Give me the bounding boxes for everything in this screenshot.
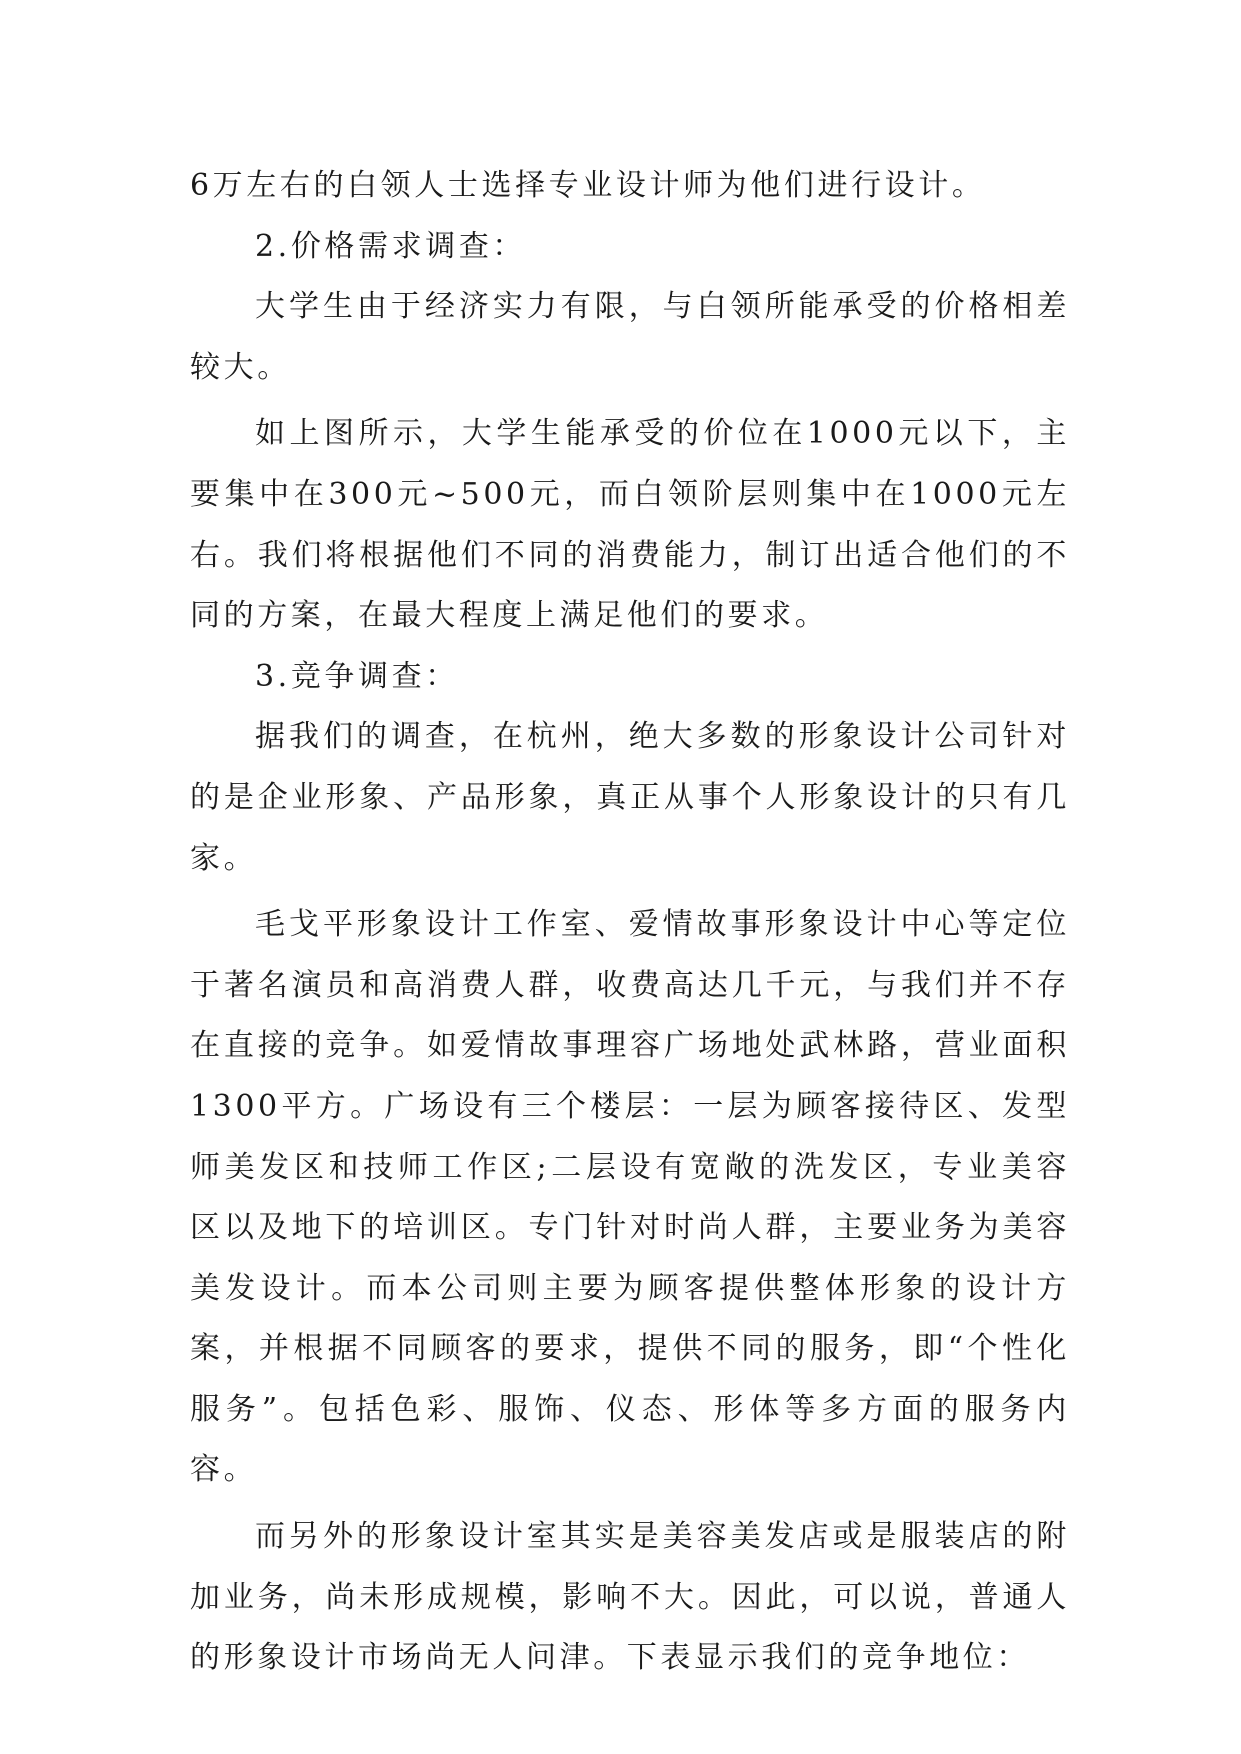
document-body	[190, 156, 1070, 1689]
paragraph-competitors-detail: 毛戈平形象设计工作室、爱情故事形象设计中心等定位于著名演员和高消费人群，收费高达几千元，与我们并不存在直接的竞争。如爱情故事理容广场地处武林路，营业面积1300平方。广场设有三个楼层：一层为顾客接待区、发型师美发区和技师工作区;二层设有宽敞的洗发区，专业美容区以及地下的培训区。专门针对时尚人群，主要业务为美容美发设计。而本公司则主要为顾客提供整体形象的设计方案，并根据不同顾客的要求，提供不同的服务，即“个性化服务”。包括色彩、服饰、仪态、形体等多方面的服务内容。	[190, 907, 1070, 1488]
paragraph-price-range: 如上图所示，大学生能承受的价位在1000元以下，主要集中在300元~500元，而白领阶层则集中在1000元左右。我们将根据他们不同的消费能力，制订出适合他们的不同的方案，在最大程度上满足他们的要求。	[190, 416, 1070, 634]
section-heading-competition-survey: 3.竞争调查：	[255, 658, 459, 694]
paragraph-hangzhou-market: 据我们的调查，在杭州，绝大多数的形象设计公司针对的是企业形象、产品形象，真正从事个人形象设计的只有几家。	[190, 719, 1070, 876]
paragraph-competitive-position: 而另外的形象设计室其实是美容美发店或是服装店的附加业务，尚未形成规模，影响不大。因此，可以说，普通人的形象设计市场尚无人问津。下表显示我们的竞争地位：	[190, 1519, 1070, 1676]
section-heading-price-survey: 2.价格需求调查：	[255, 228, 527, 264]
paragraph-continuation: 6万左右的白领人士选择专业设计师为他们进行设计。	[190, 168, 986, 203]
paragraph-student-budget: 大学生由于经济实力有限，与白领所能承受的价格相差较大。	[190, 289, 1070, 385]
